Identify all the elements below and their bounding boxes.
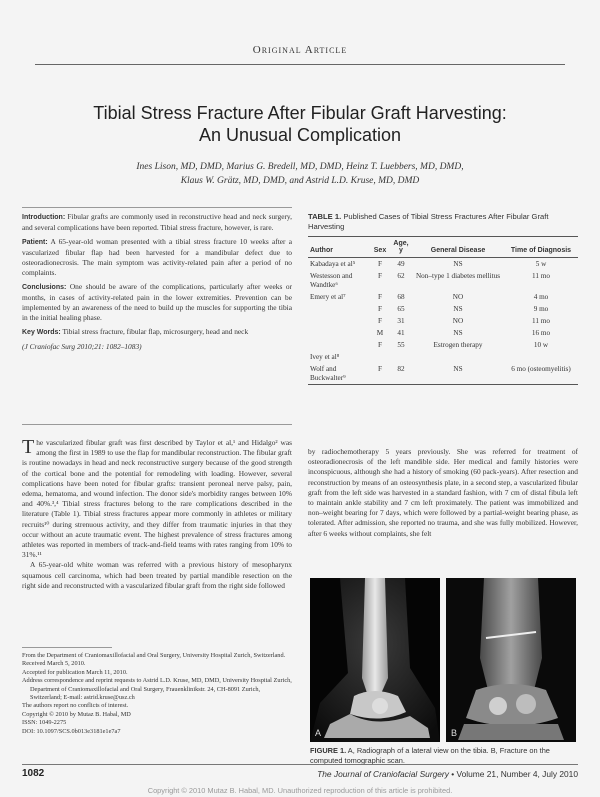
abstract-introduction: Introduction: Fibular grafts are commonly used in reconstructive head and neck surgery, and several complications have been reported. Tibial stress fracture, however, is rare. bbox=[22, 212, 292, 232]
table-row bbox=[308, 327, 578, 339]
panel-label-b: B bbox=[451, 728, 458, 738]
cell-sex: F bbox=[378, 364, 382, 373]
drop-cap: T bbox=[22, 436, 35, 458]
radiograph-graphic bbox=[310, 578, 440, 742]
footnote: Address correspondence and reprint requests to Astrid L.D. Kruse, MD, DMD, University Hospital Zurich, Department of Craniomaxillofacial and Oral Surgery, Frauenklinikstr. 24, CH-8091 Zurich, Switzerland; E-mail: astrid.kruse@usz.ch bbox=[22, 677, 292, 702]
cell-sex: F bbox=[378, 316, 382, 325]
table-row bbox=[308, 315, 578, 327]
footnote: Copyright © 2010 by Mutaz B. Habal, MD bbox=[22, 710, 131, 718]
article-type-header bbox=[0, 44, 600, 56]
cell-age: 31 bbox=[397, 316, 405, 325]
table-header-row bbox=[308, 237, 578, 258]
cell-diagnosis: 11 mo bbox=[532, 316, 550, 325]
cell-disease: NO bbox=[452, 316, 464, 325]
cell-diagnosis: 11 mo bbox=[532, 271, 550, 280]
journal-citation-footer bbox=[317, 769, 578, 779]
cell-author bbox=[308, 303, 370, 315]
cell-disease: NS bbox=[453, 259, 463, 268]
table-row bbox=[308, 258, 578, 271]
author-list bbox=[40, 160, 560, 188]
cell-diagnosis: 9 mo bbox=[533, 304, 549, 313]
cell-age bbox=[390, 351, 412, 363]
cell-author: Emery et al⁷ bbox=[310, 292, 346, 301]
footnote: Received March 5, 2010. bbox=[22, 660, 86, 668]
body-text-left-column bbox=[22, 438, 292, 591]
footnote-rule bbox=[22, 647, 112, 648]
cell-disease: Non–type 1 diabetes mellitus bbox=[415, 271, 501, 280]
cell-age: 41 bbox=[397, 328, 405, 337]
table-caption: TABLE 1. Published Cases of Tibial Stress Fractures After Fibular Graft Harvesting bbox=[308, 212, 549, 231]
abstract-patient: Patient: A 65-year-old woman presented with a tibial stress fracture 10 weeks after a vascularized fibular flap had been harvested for a mandibular defect due to osteoradionecrosis. The main symptom was activity-related pain after a period of no complaints. bbox=[22, 237, 292, 277]
title-line-1: Tibial Stress Fracture After Fibular Graft Harvesting: bbox=[93, 103, 507, 123]
body-paragraph-3: by radiochemotherapy 5 years previously. She was referred for treatment of osteoradionecrosis of the left mandible side. Her medical and family histories were inconspicuous, although she had a history of smoking (60 pack-years). After resection and reconstruction by means of an osteosynthesis plate, in a second step, a vascularized fibular graft from the left side was harvested in a standard fashion, with 7 cm of distal fibula left to maintain ankle stability and 7 cm left proximately. The patient was immobilized and non–weight bearing for 7 days, which were followed by a partial-weight bearing phase, as tolerated. After admission, she reported no trauma, and she was fully mobilized. However, after 6 weeks without complaints, she felt bbox=[308, 447, 578, 538]
journal-name: The Journal of Craniofacial Surgery bbox=[317, 769, 449, 779]
table-row bbox=[308, 291, 578, 303]
article-title bbox=[40, 102, 560, 146]
footnote: ISSN: 1049-2275 bbox=[22, 719, 67, 727]
page-number: 1082 bbox=[22, 768, 45, 779]
case-table bbox=[308, 236, 578, 385]
cell-author bbox=[308, 315, 370, 327]
table-1 bbox=[308, 212, 578, 385]
abstract bbox=[22, 212, 292, 356]
figure-caption: FIGURE 1. A, Radiograph of a lateral view on the tibia. B, Fracture on the computed tomographic scan. bbox=[310, 746, 550, 765]
cell-author: Kabadaya et al⁵ bbox=[310, 259, 356, 268]
header-rule bbox=[35, 64, 565, 65]
abstract-top-rule bbox=[22, 207, 292, 208]
column-header-age: Age, y bbox=[393, 240, 409, 254]
table-row bbox=[308, 363, 578, 385]
cell-sex: F bbox=[378, 271, 382, 280]
authors-line-1: Ines Lison, MD, DMD, Marius G. Bredell, MD, DMD, Heinz T. Luebbers, MD, DMD, bbox=[136, 162, 464, 172]
cell-disease: NO bbox=[452, 292, 464, 301]
cell-sex: F bbox=[378, 292, 382, 301]
footnote: The authors report no conflicts of interest. bbox=[22, 702, 129, 710]
copyright-notice: Copyright © 2010 Mutaz B. Habal, MD. Unauthorized reproduction of this article is prohibited. bbox=[147, 786, 453, 795]
footnote: From the Department of Craniomaxillofacial and Oral Surgery, University Hospital Zurich, Switzerland. bbox=[22, 652, 286, 659]
cell-author bbox=[308, 339, 370, 351]
panel-label-a: A bbox=[315, 728, 322, 738]
article-type-label: Original Article bbox=[252, 44, 348, 56]
cell-age: 49 bbox=[397, 259, 405, 268]
cell-author: Ivey et al⁸ bbox=[310, 352, 340, 361]
figure-1 bbox=[310, 578, 576, 742]
cell-disease bbox=[412, 351, 504, 363]
cell-age: 65 bbox=[397, 304, 405, 313]
abstract-conclusions: Conclusions: One should be aware of the complications, particularly after weeks or months, in cases of activity-related pain in the lower extremities. Prevention can be implemented by an awareness of the need to build up the muscles for supporting the tibia in the initial healing phase. bbox=[22, 282, 292, 322]
cell-age: 82 bbox=[397, 364, 405, 373]
cell-sex: F bbox=[378, 304, 382, 313]
cell-disease: NS bbox=[453, 328, 463, 337]
cell-sex: F bbox=[378, 259, 382, 268]
footnote: DOI: 10.1097/SCS.0b013e3181e1e7a7 bbox=[22, 727, 121, 735]
cell-diagnosis bbox=[504, 351, 578, 363]
cell-sex: M bbox=[376, 328, 384, 337]
abstract-keywords: Key Words: Tibial stress fracture, fibular flap, microsurgery, head and neck bbox=[22, 327, 249, 336]
table-row bbox=[308, 339, 578, 351]
body-paragraph-1: The vascularized fibular graft was first described by Taylor et al,¹ and Hidalgo² was among the first in 1989 to use the flap for mandibular reconstruction. The fibular graft is routine nowadays in head and neck reconstructive surgery because of the good strength of the cortical bone and the potential for remodeling with loading. However, several complications have been noted for fibular grafts: transient peroneal nerve palsy, pain, edema, hematoma, and wound infection. The donor side's morbidity ranges between 10% and 40%.³,⁴ Tibial stress fractures belong to the rare complications described in the literature (Table 1). Tibial stress fractures appear more commonly in athletes or military recruits¹⁰ during strenuous activity, and they differ from traumatic injuries in that they occur without an acute traumatic event. The highest prevalence of stress fractures among athletes was reported in members of track-and-field teams with rates ranging from 10% to 31%.¹¹ bbox=[22, 436, 292, 560]
table-row bbox=[308, 270, 578, 291]
cell-diagnosis: 5 w bbox=[535, 259, 547, 268]
cell-age: 68 bbox=[397, 292, 405, 301]
radiograph-lateral-tibia-image bbox=[310, 578, 440, 742]
volume-info: • Volume 21, Number 4, July 2010 bbox=[448, 769, 578, 779]
cell-disease: NS bbox=[453, 364, 463, 373]
cell-disease: NS bbox=[453, 304, 463, 313]
footer-rule bbox=[22, 764, 578, 765]
cell-diagnosis: 10 w bbox=[533, 340, 549, 349]
cell-author: Wolf and Buckwalter⁹ bbox=[310, 364, 346, 382]
ct-scan-fracture-image bbox=[446, 578, 576, 742]
cell-sex: F bbox=[378, 340, 382, 349]
cell-diagnosis: 16 mo bbox=[531, 328, 551, 337]
footnotes bbox=[22, 647, 292, 736]
column-header-sex: Sex bbox=[373, 247, 387, 254]
cell-diagnosis: 4 mo bbox=[533, 292, 549, 301]
cell-disease: Estrogen therapy bbox=[433, 340, 483, 349]
authors-line-2: Klaus W. Grätz, MD, DMD, and Astrid L.D. Kruse, MD, DMD bbox=[180, 176, 420, 186]
body-text-right-column bbox=[308, 447, 578, 539]
body-paragraph-2: A 65-year-old white woman was referred with a previous history of mesopharynx squamous cell carcinoma, which had been treated by partial mandible resection on the right side and reconstructed with a vascularized fibular graft from the right side followed bbox=[22, 560, 292, 590]
column-header-author: Author bbox=[310, 247, 333, 254]
table-row bbox=[308, 303, 578, 315]
cell-sex bbox=[370, 351, 390, 363]
cell-author: Westesson and Wandtke⁶ bbox=[310, 271, 353, 289]
title-line-2: An Unusual Complication bbox=[198, 125, 402, 145]
footnote: Accepted for publication March 11, 2010. bbox=[22, 668, 128, 676]
cell-age: 55 bbox=[397, 340, 405, 349]
ct-scan-graphic bbox=[446, 578, 576, 742]
abstract-bottom-rule bbox=[22, 424, 292, 425]
table-row bbox=[308, 351, 578, 363]
column-header-diagnosis: Time of Diagnosis bbox=[510, 247, 572, 254]
cell-age: 62 bbox=[397, 271, 405, 280]
cell-author bbox=[308, 327, 370, 339]
cell-diagnosis: 6 mo (osteomyelitis) bbox=[511, 364, 571, 373]
abstract-citation: (J Craniofac Surg 2010;21: 1082–1083) bbox=[22, 342, 142, 351]
column-header-disease: General Disease bbox=[430, 247, 486, 254]
